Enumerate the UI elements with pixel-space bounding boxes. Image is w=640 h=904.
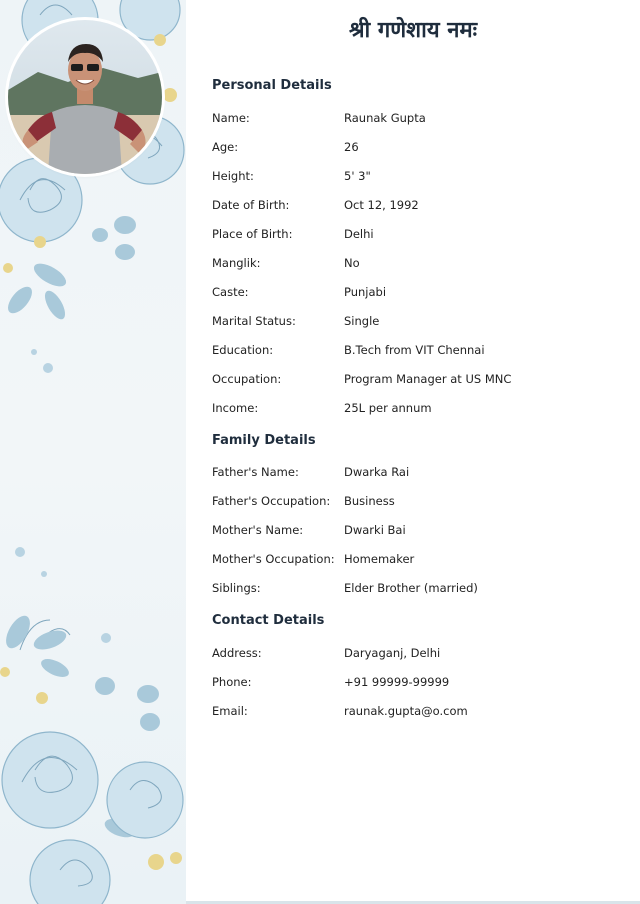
profile-photo: [8, 20, 162, 174]
personal-row-label: Name:: [212, 111, 250, 125]
family-row: [212, 552, 632, 572]
contact-row-label: Address:: [212, 646, 262, 660]
family-row-label: Father's Occupation:: [212, 494, 331, 508]
family-row-label: Father's Name:: [212, 465, 299, 479]
family-row-label: Mother's Name:: [212, 523, 304, 537]
personal-row-value: Delhi: [344, 227, 374, 241]
personal-row-value: Raunak Gupta: [344, 111, 426, 125]
personal-row-label: Education:: [212, 343, 274, 357]
personal-row-value: 5' 3": [344, 169, 371, 183]
contact-row: [212, 646, 632, 666]
personal-row: [212, 401, 632, 421]
personal-row-value: Program Manager at US MNC: [344, 372, 512, 386]
floral-side-panel: [0, 0, 186, 904]
personal-row: [212, 314, 632, 334]
family-details-heading: Family Details: [212, 433, 316, 448]
family-row: [212, 581, 632, 601]
personal-row: [212, 140, 632, 160]
profile-photo-illustration: [8, 20, 162, 174]
family-row: [212, 465, 632, 485]
personal-row-value: 26: [344, 140, 359, 154]
personal-row-label: Date of Birth:: [212, 198, 290, 212]
personal-row: [212, 169, 632, 189]
personal-row-value: Oct 12, 1992: [344, 198, 419, 212]
biodata-content: [186, 0, 640, 904]
family-row-value: Business: [344, 494, 395, 508]
contact-row-label: Email:: [212, 704, 248, 718]
personal-row-label: Caste:: [212, 285, 249, 299]
personal-row-value: B.Tech from VIT Chennai: [344, 343, 485, 357]
personal-row-label: Place of Birth:: [212, 227, 293, 241]
personal-row-value: 25L per annum: [344, 401, 432, 415]
family-row: [212, 523, 632, 543]
family-row-label: Mother's Occupation:: [212, 552, 335, 566]
family-row-value: Homemaker: [344, 552, 415, 566]
contact-row-value: +91 99999-99999: [344, 675, 450, 689]
personal-row: [212, 343, 632, 363]
family-row-value: Dwarki Bai: [344, 523, 406, 537]
page-title: श्री गणेशाय नमः: [348, 18, 478, 43]
contact-details-heading: Contact Details: [212, 613, 325, 628]
personal-row: [212, 227, 632, 247]
family-row-value: Dwarka Rai: [344, 465, 410, 479]
personal-row: [212, 372, 632, 392]
personal-row: [212, 198, 632, 218]
personal-row-label: Manglik:: [212, 256, 261, 270]
personal-row-label: Occupation:: [212, 372, 282, 386]
contact-row-label: Phone:: [212, 675, 252, 689]
personal-row-label: Age:: [212, 140, 239, 154]
personal-row-label: Height:: [212, 169, 254, 183]
personal-row-value: Punjabi: [344, 285, 387, 299]
contact-row: [212, 675, 632, 695]
personal-row-label: Income:: [212, 401, 259, 415]
personal-row-value: No: [344, 256, 360, 270]
contact-row-value: Daryaganj, Delhi: [344, 646, 441, 660]
personal-row: [212, 285, 632, 305]
family-row-label: Siblings:: [212, 581, 261, 595]
personal-row: [212, 111, 632, 131]
personal-row: [212, 256, 632, 276]
contact-row-value: raunak.gupta@o.com: [344, 704, 468, 718]
personal-row-value: Single: [344, 314, 380, 328]
personal-row-label: Marital Status:: [212, 314, 296, 328]
family-row: [212, 494, 632, 514]
contact-row: [212, 704, 632, 724]
family-row-value: Elder Brother (married): [344, 581, 478, 595]
personal-details-heading: Personal Details: [212, 78, 332, 93]
